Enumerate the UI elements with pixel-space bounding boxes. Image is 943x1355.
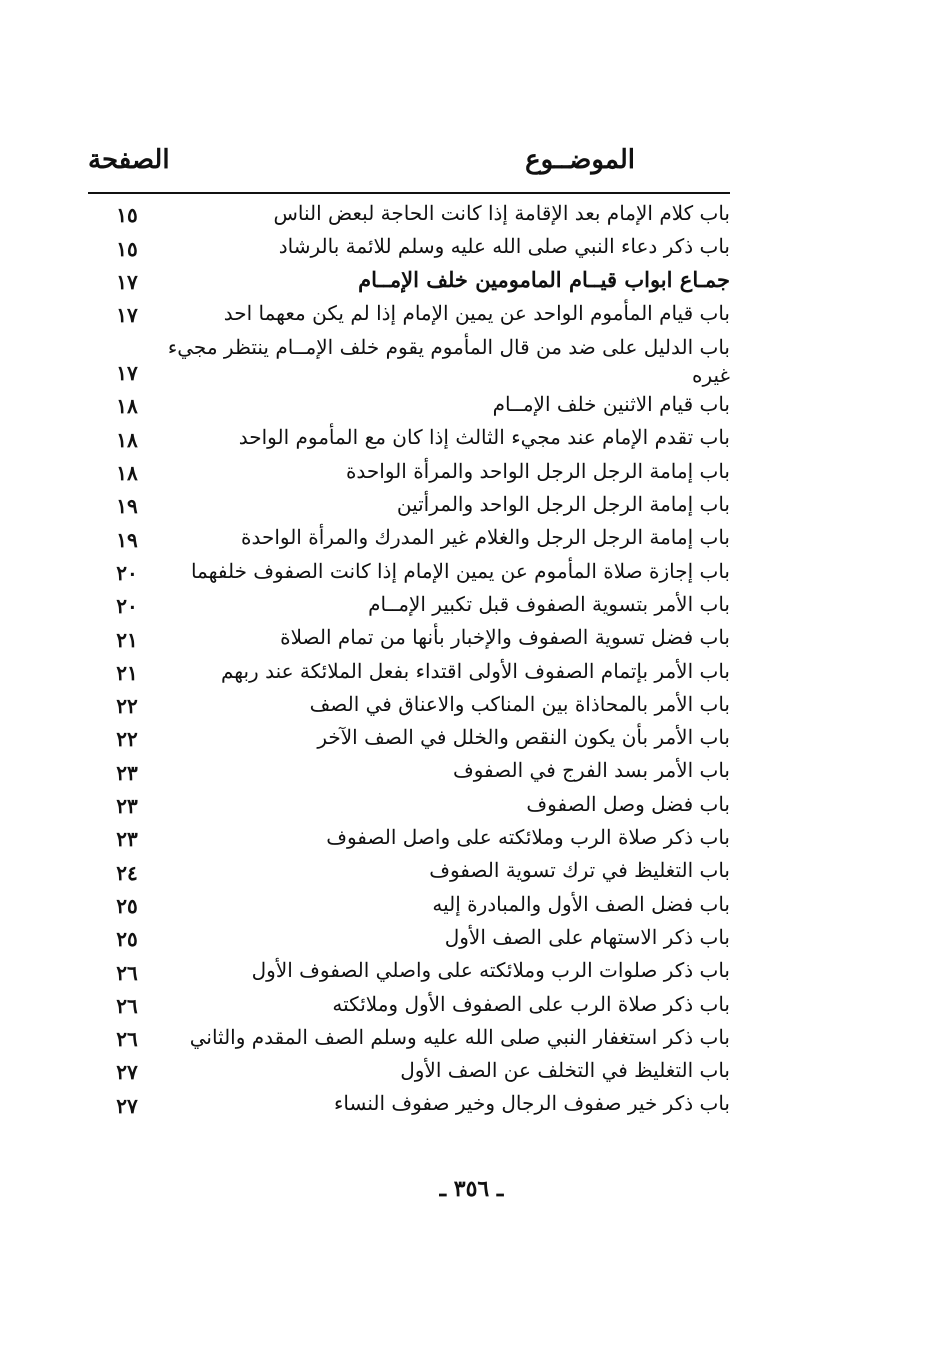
toc-entry-page: ٢٧ xyxy=(116,1060,138,1085)
toc-entry-page: ١٧ xyxy=(116,303,138,328)
toc-entry xyxy=(90,656,730,689)
toc-entry xyxy=(90,231,730,264)
toc-entry-page: ١٥ xyxy=(116,236,138,261)
toc-entry-page: ١٩ xyxy=(116,527,138,552)
toc-entry-page: ٢١ xyxy=(116,660,138,685)
toc-entry-title: باب كلام الإمام بعد الإقامة إذا كانت الحاجة لبعض الناس xyxy=(273,201,730,225)
toc-entry-title: باب إجازة صلاة المأموم عن يمين الإمام إذا كانت الصفوف خلفهما xyxy=(190,558,730,583)
toc-entry-title: باب الأمر بتسوية الصفوف قبل تكبير الإمــام xyxy=(368,591,730,616)
toc-entry xyxy=(90,922,730,955)
toc-entry-page: ٢٠ xyxy=(116,560,138,585)
toc-entry-page: ٢٦ xyxy=(116,1027,138,1052)
page-column-heading: الصفحة xyxy=(88,145,170,175)
toc-entry-title: باب ذكر صلاة الرب على الصفوف الأول وملائكته xyxy=(332,991,730,1016)
toc-entry-page: ١٧ xyxy=(116,361,138,386)
toc-entry xyxy=(90,589,730,622)
toc-entry-title: باب فضل تسوية الصفوف والإخبار بأنها من تمام الصلاة xyxy=(280,625,730,650)
toc-entry-page: ٢٦ xyxy=(116,993,138,1018)
toc-entry-title: باب ذكر صلوات الرب وملائكته على واصلي الصفوف الأول xyxy=(251,958,730,983)
toc-entry-title: باب الأمر بسد الفرج في الصفوف xyxy=(452,758,730,783)
toc-entry-page: ٢٦ xyxy=(116,960,138,985)
toc-entry-title: باب الدليل على ضد من قال المأموم يقوم خلف الإمــام ينتظر مجيء غيره xyxy=(167,335,730,388)
toc-entry-page: ٢٥ xyxy=(116,893,138,918)
toc-entry-title: باب فضل الصف الأول والمبادرة إليه xyxy=(432,891,730,916)
toc-entry-title: باب ذكر خير صفوف الرجال وخير صفوف النساء xyxy=(333,1091,730,1116)
toc-entry xyxy=(90,298,730,331)
toc-entry xyxy=(90,1055,730,1088)
toc-entry-page: ٢٠ xyxy=(116,594,138,619)
toc-entry-page: ٢٧ xyxy=(116,1093,138,1118)
toc-entry xyxy=(90,855,730,888)
toc-entry xyxy=(90,522,730,555)
toc-entry xyxy=(90,722,730,755)
toc-entry-title: باب الأمر بالمحاذاة بين المناكب والاعناق في الصف xyxy=(309,691,730,716)
toc-entry-title: باب ذكر استغفار النبي صلى الله عليه وسلم الصف المقدم والثاني xyxy=(189,1024,730,1049)
toc-section-heading xyxy=(90,265,730,298)
toc-entry-page: ١٨ xyxy=(116,394,138,419)
toc-entry-title: باب التغليظ في ترك تسوية الصفوف xyxy=(429,858,730,883)
toc-entry xyxy=(90,1022,730,1055)
toc-entry xyxy=(90,422,730,455)
toc-entry-title: باب إمامة الرجل الرجل والغلام غير المدرك والمرأة الواحدة xyxy=(240,525,730,550)
toc-entry xyxy=(90,456,730,489)
toc-entry xyxy=(90,989,730,1022)
toc-entry-title: باب إمامة الرجل الرجل الواحد والمرأتين xyxy=(396,492,730,517)
topic-column-heading: الموضــوع xyxy=(525,145,635,175)
toc-entry-title: باب الأمر بإتمام الصفوف الأولى اقتداء بفعل الملائكة عند ربهم xyxy=(220,658,730,683)
toc-entry-page: ٢٢ xyxy=(116,694,138,719)
toc-entry-title: باب فضل وصل الصفوف xyxy=(526,791,730,816)
toc-entry-title: باب تقدم الإمام عند مجيء الثالث إذا كان مع المأموم الواحد xyxy=(238,425,730,450)
toc-entry-page: ١٩ xyxy=(116,494,138,519)
toc-entry-title: باب الأمر بأن يكون النقص والخلل في الصف الآخر xyxy=(317,725,730,750)
toc-entry-title: باب ذكر صلاة الرب وملائكته على واصل الصفوف xyxy=(326,825,730,850)
table-of-contents xyxy=(90,198,730,1122)
toc-entry-title: باب قيام الاثنين خلف الإمــام xyxy=(492,392,730,417)
toc-entry-title: باب إمامة الرجل الرجل الواحد والمرأة الواحدة xyxy=(345,458,730,483)
toc-entry xyxy=(90,1088,730,1121)
toc-entry-title: جمـاع ابواب قيــام المامومين خلف الإمــام xyxy=(358,266,730,292)
toc-header xyxy=(88,145,730,185)
toc-entry xyxy=(90,389,730,422)
toc-entry-page: ٢٢ xyxy=(116,727,138,752)
toc-entry-title: باب ذكر الاستهام على الصف الأول xyxy=(444,924,730,949)
toc-entry-page: ٢٣ xyxy=(116,794,138,819)
toc-entry xyxy=(90,331,730,389)
toc-entry xyxy=(90,198,730,231)
toc-entry-page: ١٧ xyxy=(116,269,138,294)
toc-entry xyxy=(90,822,730,855)
toc-entry-page: ٢١ xyxy=(116,627,138,652)
toc-entry-page: ٢٥ xyxy=(116,927,138,952)
toc-entry xyxy=(90,755,730,788)
toc-entry xyxy=(90,622,730,655)
toc-entry xyxy=(90,889,730,922)
toc-entry-page: ٢٤ xyxy=(116,860,138,885)
toc-entry xyxy=(90,955,730,988)
toc-entry xyxy=(90,689,730,722)
toc-entry-title: باب التغليظ في التخلف عن الصف الأول xyxy=(400,1058,730,1083)
header-divider xyxy=(88,192,730,194)
toc-entry-page: ١٨ xyxy=(116,427,138,452)
toc-entry xyxy=(90,489,730,522)
toc-entry-page: ٢٣ xyxy=(116,827,138,852)
toc-entry xyxy=(90,789,730,822)
toc-entry-title: باب قيام المأموم الواحد عن يمين الإمام إذا لم يكن معهما احد xyxy=(223,300,730,325)
toc-entry-title: باب ذكر دعاء النبي صلى الله عليه وسلم للائمة بالرشاد xyxy=(278,234,730,259)
toc-entry-page: ٢٣ xyxy=(116,760,138,785)
toc-entry-page: ١٥ xyxy=(116,203,138,228)
toc-entry-page: ١٨ xyxy=(116,461,138,486)
toc-entry xyxy=(90,556,730,589)
page-number: ـ ٣٥٦ ـ xyxy=(439,1176,504,1202)
